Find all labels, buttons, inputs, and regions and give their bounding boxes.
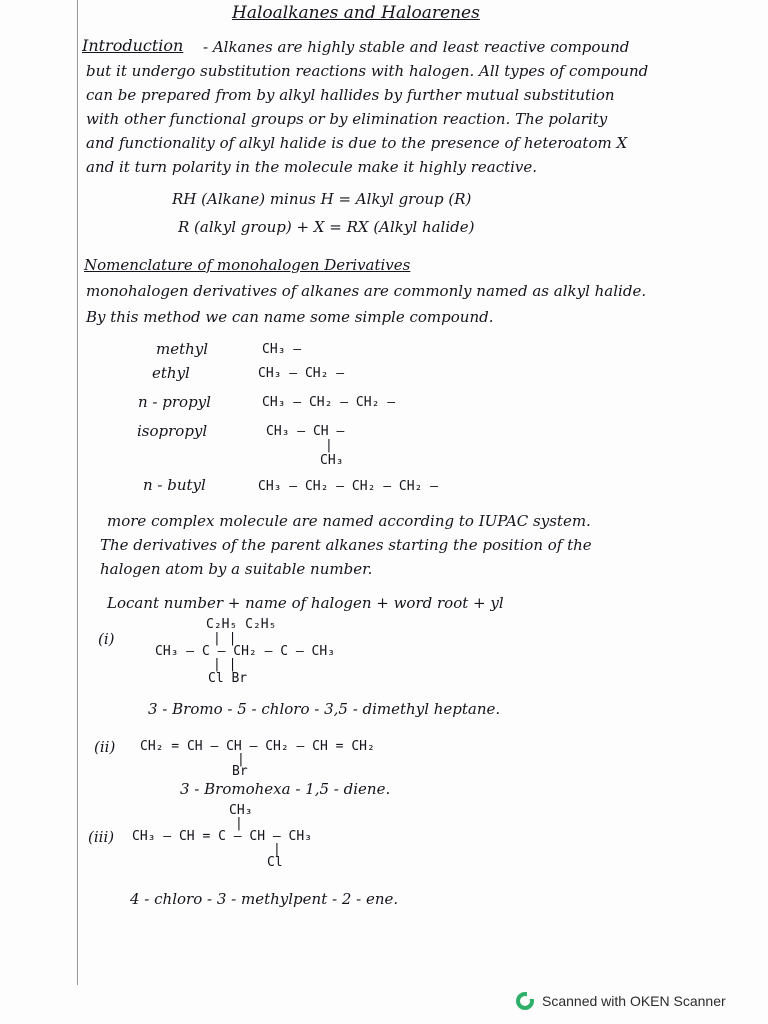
example-bond: |	[273, 842, 281, 857]
equation-1: RH (Alkane) minus H = Alkyl group (R)	[172, 190, 472, 208]
iupac-line-2: halogen atom by a suitable number.	[100, 560, 373, 578]
group-formula: CH₃ — CH —	[266, 424, 345, 439]
example-bond: | |	[213, 631, 237, 646]
example-index: (i)	[98, 630, 115, 648]
iupac-line-1: The derivatives of the parent alkanes starting the position of the	[100, 536, 592, 554]
isopropyl-branch: CH₃	[320, 453, 344, 468]
example-main-chain: CH₃ — C — CH₂ — C — CH₃	[155, 644, 336, 659]
group-label: ethyl	[152, 364, 190, 382]
example-iupac-name: 4 - chloro - 3 - methylpent - 2 - ene.	[130, 890, 399, 908]
naming-rule: Locant number + name of halogen + word root + yl	[107, 594, 504, 612]
example-main-chain: CH₂ = CH — CH — CH₂ — CH = CH₂	[140, 739, 375, 754]
page-title: Haloalkanes and Haloarenes	[232, 3, 480, 23]
example-bond: |	[237, 752, 245, 767]
isopropyl-bond: |	[325, 438, 333, 453]
nomenclature-line-0: monohalogen derivatives of alkanes are commonly named as alkyl halide.	[86, 282, 647, 300]
example-main-chain: CH₃ — CH = C — CH — CH₃	[132, 829, 313, 844]
example-index: (ii)	[94, 738, 116, 756]
equation-2: R (alkyl group) + X = RX (Alkyl halide)	[178, 218, 475, 236]
nomenclature-heading: Nomenclature of monohalogen Derivatives	[84, 256, 411, 274]
group-formula: CH₃ —	[262, 342, 302, 357]
scanner-watermark-text: Scanned with OKEN Scanner	[542, 993, 726, 1009]
example-bond: | |	[213, 657, 237, 672]
group-formula: CH₃ — CH₂ — CH₂ — CH₂ —	[258, 479, 439, 494]
introduction-heading: Introduction	[82, 36, 184, 55]
group-label: n - propyl	[138, 393, 211, 411]
example-top-substituents: CH₃	[229, 803, 253, 818]
example-iupac-name: 3 - Bromohexa - 1,5 - diene.	[180, 780, 391, 798]
example-top-substituents: C₂H₅ C₂H₅	[206, 617, 277, 632]
intro-line-3: with other functional groups or by elimination reaction. The polarity	[86, 110, 608, 128]
example-iupac-name: 3 - Bromo - 5 - chloro - 3,5 - dimethyl heptane.	[148, 700, 501, 718]
intro-line-4: and functionality of alkyl halide is due to the presence of heteroatom X	[86, 134, 628, 152]
iupac-line-0: more complex molecule are named according to IUPAC system.	[107, 512, 591, 530]
scanner-watermark	[516, 990, 726, 1012]
group-label: isopropyl	[137, 422, 208, 440]
example-bottom-substituents: Cl	[267, 855, 283, 870]
group-label: methyl	[156, 340, 209, 358]
intro-line-2: can be prepared from by alkyl hallides by further mutual substitution	[86, 86, 615, 104]
intro-line-0: - Alkanes are highly stable and least reactive compound	[203, 38, 630, 56]
intro-line-1: but it undergo substitution reactions with halogen. All types of compound	[86, 62, 649, 80]
group-formula: CH₃ — CH₂ —	[258, 366, 345, 381]
intro-line-5: and it turn polarity in the molecule make it highly reactive.	[86, 158, 538, 176]
oken-scanner-logo-icon	[516, 992, 534, 1010]
example-bond: |	[235, 816, 243, 831]
nomenclature-line-1: By this method we can name some simple compound.	[86, 308, 494, 326]
example-bottom-substituents: Br	[232, 764, 248, 779]
group-formula: CH₃ — CH₂ — CH₂ —	[262, 395, 396, 410]
margin-line	[77, 0, 78, 985]
group-label: n - butyl	[143, 476, 206, 494]
example-bottom-substituents: Cl Br	[208, 671, 248, 686]
example-index: (iii)	[88, 828, 115, 846]
